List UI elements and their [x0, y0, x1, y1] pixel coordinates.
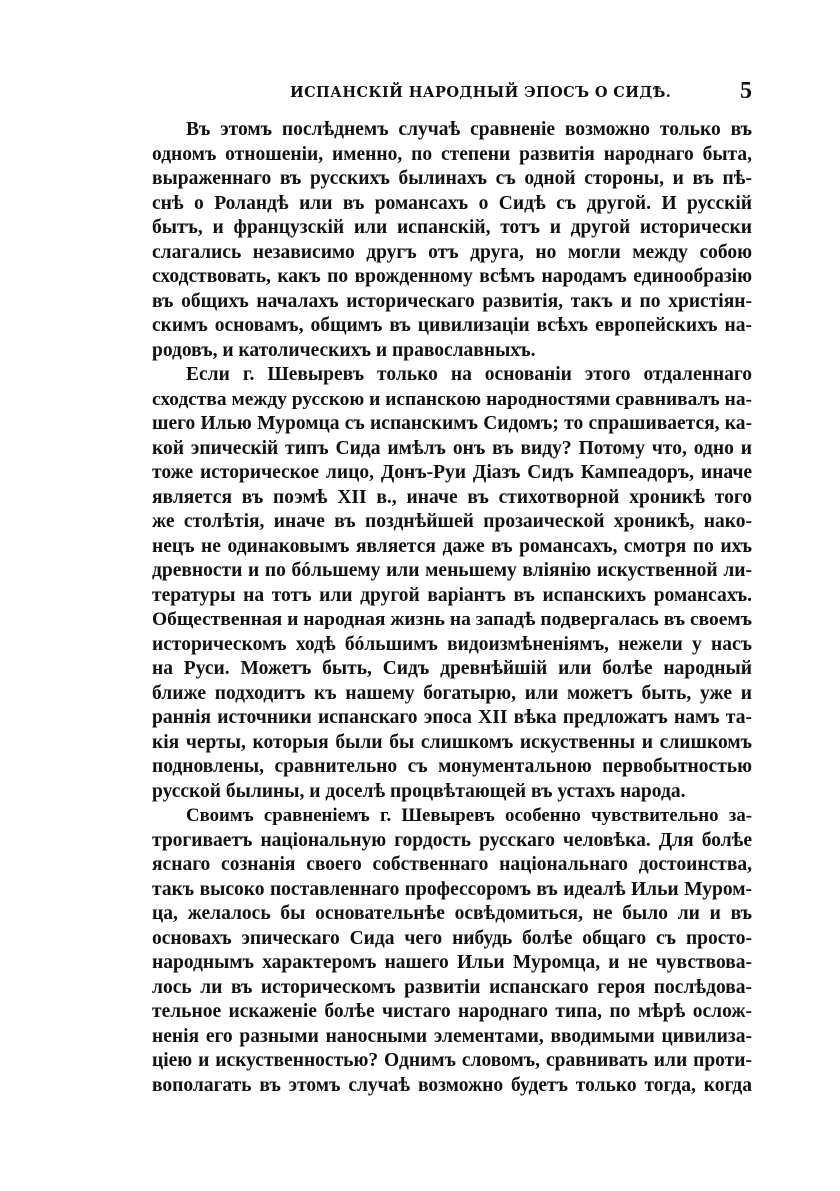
- book-page: [152, 78, 752, 1098]
- text-line: ціею и искуственностью? Однимъ словомъ, сравнивать или проти-: [152, 1050, 752, 1071]
- text-line: Если г. Шевыревъ только на основаніи этого отдаленнаго: [186, 364, 752, 385]
- text-line: такъ высоко поставленнаго профессоромъ въ идеалѣ Ильи Муром-: [152, 878, 752, 900]
- text-line: родовъ, и католическихъ и православныхъ.: [152, 339, 536, 361]
- text-line: ненія его разными наносными элементами, вводимыми цивилиза-: [152, 1025, 752, 1047]
- running-title: ИСПАНСКІЙ НАРОДНЫЙ ЭПОСЪ О СИДѢ.: [290, 84, 672, 101]
- text-line: древности и по бóльшему или меньшему вліянію искуственной ли-: [152, 560, 752, 581]
- page-header: [152, 78, 752, 108]
- text-line: лось ли въ историческомъ развитіи испанскаго героя послѣдова-: [152, 976, 752, 998]
- text-line: тельное искаженіе болѣе чистаго народнаго типа, по мѣрѣ ослож-: [152, 1001, 752, 1022]
- paragraph: [152, 118, 752, 363]
- text-line: скимъ основамъ, общимъ въ цивилизаціи всѣхъ европейскихъ на-: [152, 315, 752, 336]
- text-line: русской былины, и доселѣ процвѣтающей въ устахъ народа.: [152, 780, 686, 802]
- text-line: Общественная и народная жизнь на западѣ подвергалась въ своемъ: [152, 609, 752, 630]
- page-number: 5: [740, 78, 752, 104]
- text-line: народнымъ характеромъ нашего Ильи Муромца, и не чувствова-: [152, 952, 752, 973]
- text-line: Въ этомъ послѣднемъ случаѣ сравненіе возможно только въ: [186, 119, 752, 140]
- text-line: снѣ о Роландѣ или въ романсахъ о Сидѣ съ другой. И русскій: [152, 192, 752, 214]
- text-line: кія черты, которыя были бы слишкомъ искуственны и слишкомъ: [152, 731, 752, 753]
- paragraph: [152, 363, 752, 804]
- text-line: на Руси. Можетъ быть, Сидъ древнѣйшій или болѣе народный: [152, 658, 752, 679]
- text-line: кой эпическій типъ Сида имѣлъ онъ въ виду? Потому что, одно и: [152, 437, 752, 459]
- text-line: слагались независимо другъ отъ друга, но могли между собою: [152, 241, 752, 263]
- text-line: нецъ не одинаковымъ является даже въ романсахъ, смотря по ихъ: [152, 535, 752, 557]
- text-line: трогиваетъ національную гордость русскаго человѣка. Для болѣе: [152, 829, 752, 851]
- text-line: одномъ отношеніи, именно, по степени развитія народнаго быта,: [152, 143, 752, 165]
- text-line: тературы на тотъ или другой варіантъ въ испанскихъ романсахъ.: [152, 584, 752, 606]
- text-line: раннія источники испанскаго эпоса XII вѣка предложатъ намъ та-: [152, 707, 752, 728]
- text-line: яснаго сознанія своего собственнаго національнаго достоинства,: [152, 854, 752, 875]
- text-line: сходства между русскою и испанскою народностями сравнивалъ на-: [152, 388, 752, 410]
- paragraph: [152, 804, 752, 1098]
- text-line: является въ поэмѣ XII в., иначе въ стихотворной хроникѣ того: [152, 486, 752, 508]
- text-line: историческомъ ходѣ бóльшимъ видоизмѣненіямъ, нежели у насъ: [152, 633, 752, 655]
- text-line: основахъ эпическаго Сида чего нибудь болѣе общаго съ просто-: [152, 927, 752, 949]
- text-line: сходствовать, какъ по врожденному всѣмъ народамъ единообразію: [152, 266, 752, 287]
- text-line: бытъ, и французскій или испанскій, тотъ и другой исторически: [152, 217, 752, 238]
- text-line: въ общихъ началахъ историческаго развитія, такъ и по христіян-: [152, 290, 752, 312]
- text-line: Своимъ сравненіемъ г. Шевыревъ особенно чувствительно за-: [186, 805, 752, 826]
- text-line: тоже историческое лицо, Донъ-Руи Діазъ Сидъ Кампеадоръ, иначе: [152, 462, 752, 483]
- text-line: подновлены, сравнительно съ монументальною первобытностью: [152, 756, 752, 777]
- text-line: же столѣтія, иначе въ позднѣйшей прозаической хроникѣ, нако-: [152, 511, 752, 532]
- text-line: вополагать въ этомъ случаѣ возможно будетъ только тогда, когда: [152, 1074, 752, 1096]
- text-line: ца, желалось бы основательнѣе освѣдомиться, не было ли и въ: [152, 903, 752, 924]
- text-line: шего Илью Муромца съ испанскимъ Сидомъ; то спрашивается, ка-: [152, 413, 752, 434]
- body-text: [152, 118, 752, 1098]
- text-line: выраженнаго въ русскихъ былинахъ съ одной стороны, и въ пѣ-: [152, 168, 752, 189]
- text-line: ближе подходитъ къ нашему богатырю, или можетъ быть, уже и: [152, 682, 752, 704]
